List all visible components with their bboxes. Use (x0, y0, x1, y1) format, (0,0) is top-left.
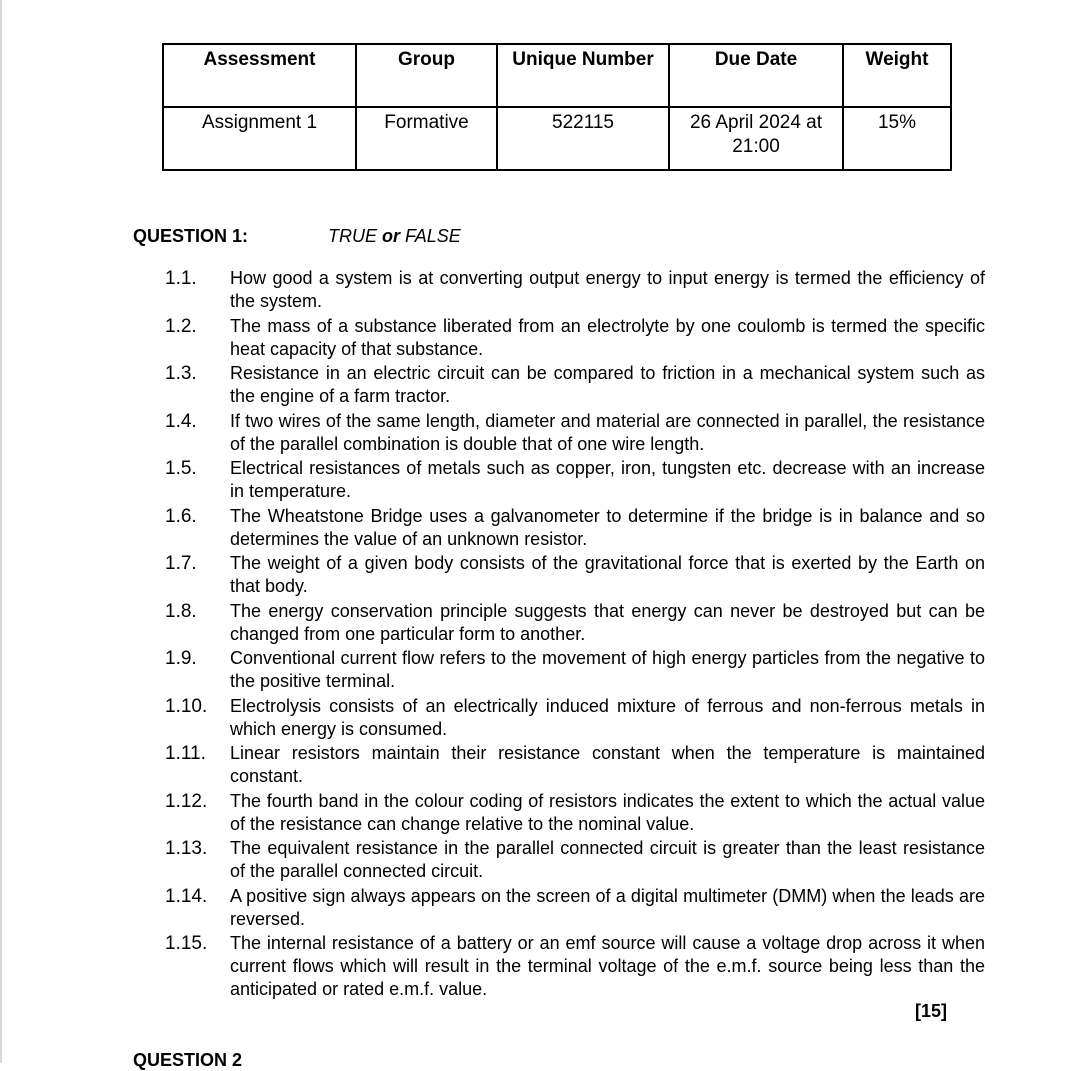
item-text: Electrical resistances of metals such as copper, iron, tungsten etc. decrease with an increase in temperature. (230, 458, 985, 501)
list-item (165, 695, 985, 741)
cell-unique-number: 522115 (497, 107, 669, 170)
list-item (165, 552, 985, 598)
item-number: 1.3. (165, 363, 197, 384)
option-true: TRUE (328, 226, 377, 246)
list-item (165, 362, 985, 408)
header-assessment: Assessment (163, 44, 356, 107)
list-item (165, 837, 985, 883)
option-false: FALSE (405, 226, 461, 246)
item-text: The mass of a substance liberated from an electrolyte by one coulomb is termed the specific heat capacity of that substance. (230, 315, 985, 359)
question-1-list (165, 267, 985, 1003)
item-text: Electrolysis consists of an electrically induced mixture of ferrous and non-ferrous metals in which energy is consumed. (230, 695, 985, 739)
table-row (163, 107, 951, 170)
assessment-info-table (162, 43, 952, 171)
item-number: 1.4. (165, 410, 197, 432)
page-left-edge (0, 0, 2, 1063)
table-header-row (163, 44, 951, 107)
list-item (165, 315, 985, 361)
cell-group: Formative (356, 107, 497, 170)
question-1-heading (133, 225, 461, 247)
list-item (165, 600, 985, 646)
list-item (165, 410, 985, 456)
item-number: 1.14. (165, 885, 208, 907)
item-text: If two wires of the same length, diameter and material are connected in parallel, the resistance of the parallel combination is double that of one wire length. (230, 410, 985, 454)
header-group: Group (356, 44, 497, 107)
item-text: A positive sign always appears on the screen of a digital multimeter (DMM) when the leads are reversed. (230, 885, 985, 929)
item-text: The Wheatstone Bridge uses a galvanometer to determine if the bridge is in balance and so determines the value of an unknown resistor. (230, 505, 985, 549)
option-or: or (382, 226, 401, 246)
list-item (165, 647, 985, 693)
question-1-marks: [15] (915, 1001, 948, 1021)
question-2-heading: QUESTION 2 (133, 1050, 243, 1070)
item-number: 1.2. (165, 315, 197, 337)
item-number: 1.13. (165, 838, 208, 859)
item-text: Conventional current flow refers to the movement of high energy particles from the negative to the positive terminal. (230, 648, 985, 691)
item-text: The equivalent resistance in the parallel connected circuit is greater than the least resistance of the parallel connected circuit. (230, 838, 985, 881)
header-weight: Weight (843, 44, 951, 107)
item-number: 1.8. (165, 600, 197, 622)
list-item (165, 457, 985, 503)
list-item (165, 885, 985, 931)
item-text: Resistance in an electric circuit can be compared to friction in a mechanical system such as the engine of a farm tractor. (230, 363, 985, 406)
item-number: 1.6. (165, 505, 197, 527)
item-text: The energy conservation principle suggests that energy can never be destroyed but can be changed from one particular form to another. (230, 600, 985, 644)
item-text: Linear resistors maintain their resistance constant when the temperature is maintained constant. (230, 743, 985, 786)
question-1-label: QUESTION 1: (133, 226, 249, 246)
item-text: The internal resistance of a battery or an emf source will cause a voltage drop across it when current flows which will result in the terminal voltage of the e.m.f. source being less than the anticipated or rated e.m.f. value. (230, 933, 985, 999)
item-text: How good a system is at converting output energy to input energy is termed the efficiency of the system. (230, 268, 985, 311)
item-number: 1.7. (165, 553, 197, 574)
item-text: The fourth band in the colour coding of resistors indicates the extent to which the actual value of the resistance can change relative to the nominal value. (230, 790, 985, 834)
item-number: 1.1. (165, 268, 197, 289)
list-item (165, 267, 985, 313)
item-number: 1.10. (165, 695, 208, 717)
item-number: 1.5. (165, 458, 197, 479)
item-number: 1.12. (165, 790, 208, 812)
item-number: 1.15. (165, 933, 208, 954)
cell-weight: 15% (843, 107, 951, 170)
header-due-date: Due Date (669, 44, 843, 107)
header-unique-number: Unique Number (497, 44, 669, 107)
list-item (165, 790, 985, 836)
item-text: The weight of a given body consists of the gravitational force that is exerted by the Earth on that body. (230, 553, 985, 596)
cell-due-date: 26 April 2024 at 21:00 (669, 107, 843, 170)
list-item (165, 505, 985, 551)
item-number: 1.11. (165, 743, 206, 764)
item-number: 1.9. (165, 648, 197, 669)
list-item (165, 742, 985, 788)
cell-assessment: Assignment 1 (163, 107, 356, 170)
list-item (165, 932, 985, 1001)
